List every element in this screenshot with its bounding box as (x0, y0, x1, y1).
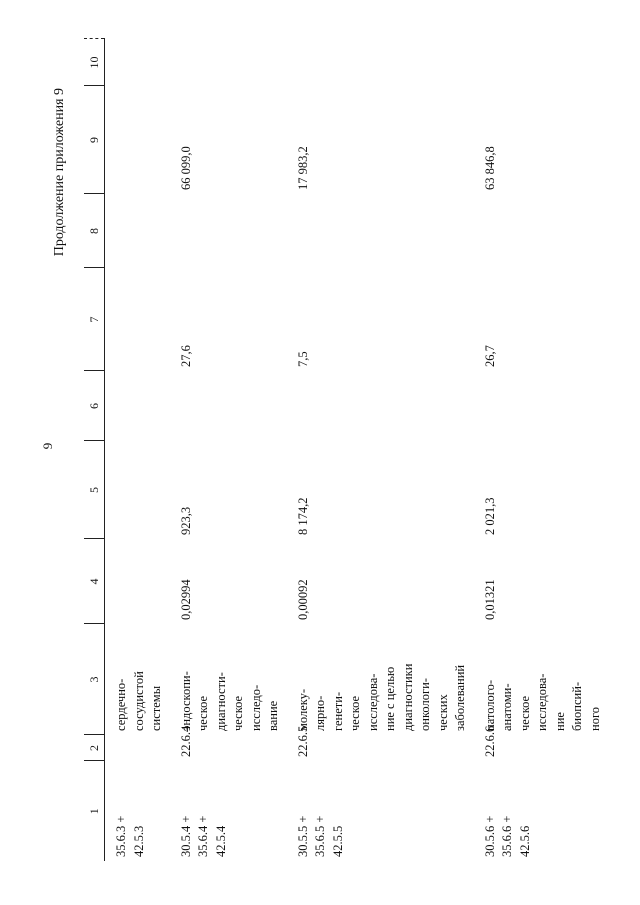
cell-col10 (283, 39, 470, 86)
cell-col8 (470, 194, 605, 268)
cell-col9: 17 983,2 (295, 146, 310, 190)
column-number: 3 (84, 624, 105, 735)
appendix-table (84, 39, 604, 862)
cell-col4 (105, 539, 166, 624)
cell-col9: 63 846,8 (482, 146, 497, 190)
cell-col5 (105, 441, 166, 539)
cell-col6 (105, 371, 166, 441)
column-number: 1 (84, 761, 105, 861)
cell-col7 (105, 268, 166, 371)
cell-item-number: 22.6.4 (178, 725, 193, 757)
table-row (283, 39, 470, 861)
cell-item-number (105, 735, 166, 761)
column-number: 5 (84, 441, 105, 539)
continuation-note: Продолжение приложения 9 (52, 88, 67, 257)
cell-col5: 923,3 (178, 506, 193, 535)
column-number: 8 (84, 194, 105, 268)
cell-col4: 0,02994 (178, 579, 193, 620)
cell-col7: 27,6 (178, 345, 193, 367)
cell-col6 (166, 371, 283, 441)
cell-col8 (105, 194, 166, 268)
cell-description: сердечно- сосудистой системы (114, 671, 163, 731)
column-number-row (84, 39, 105, 861)
table-row (470, 39, 605, 861)
column-number: 10 (84, 39, 105, 86)
cell-col10 (105, 39, 166, 86)
column-number: 2 (84, 735, 105, 761)
column-number: 4 (84, 539, 105, 624)
cell-col6 (283, 371, 470, 441)
cell-col9 (105, 86, 166, 194)
cell-codes: 30.5.5 + 35.6.5 + 42.5.5 (295, 815, 345, 857)
cell-col7: 7,5 (295, 351, 310, 367)
cell-codes: 35.6.3 + 42.5.3 (114, 815, 146, 857)
page-number: 9 (40, 442, 55, 450)
cell-col8 (283, 194, 470, 268)
cell-col10 (166, 39, 283, 86)
table-row (166, 39, 283, 861)
cell-col10 (470, 39, 605, 86)
cell-description: патолого- анатоми- ческое исследова- ние биопсий- ного (482, 673, 602, 731)
cell-item-number: 22.6.6 (482, 725, 497, 757)
cell-col7: 26,7 (482, 345, 497, 367)
cell-col4: 0,01321 (482, 579, 497, 620)
cell-col6 (470, 371, 605, 441)
cell-codes: 30.5.4 + 35.6.4 + 42.5.4 (178, 815, 228, 857)
cell-col5: 8 174,2 (295, 497, 310, 535)
column-number: 6 (84, 371, 105, 441)
cell-col5: 2 021,3 (482, 497, 497, 535)
column-number: 7 (84, 268, 105, 371)
cell-codes: 30.5.6 + 35.6.6 + 42.5.6 (482, 815, 532, 857)
cell-col8 (166, 194, 283, 268)
continuation-row (105, 39, 166, 861)
cell-col4: 0,00092 (295, 579, 310, 620)
column-number: 9 (84, 86, 105, 194)
cell-description: эндоскопи- ческое диагности- ческое исследо- вание (178, 671, 280, 731)
cell-item-number: 22.6.5 (295, 725, 310, 757)
cell-description: молеку- лярно- генети- ческое исследова- ние с целью диагностики онкологи- ческих заболеваний (295, 663, 467, 731)
cell-col9: 66 099,0 (178, 146, 193, 190)
